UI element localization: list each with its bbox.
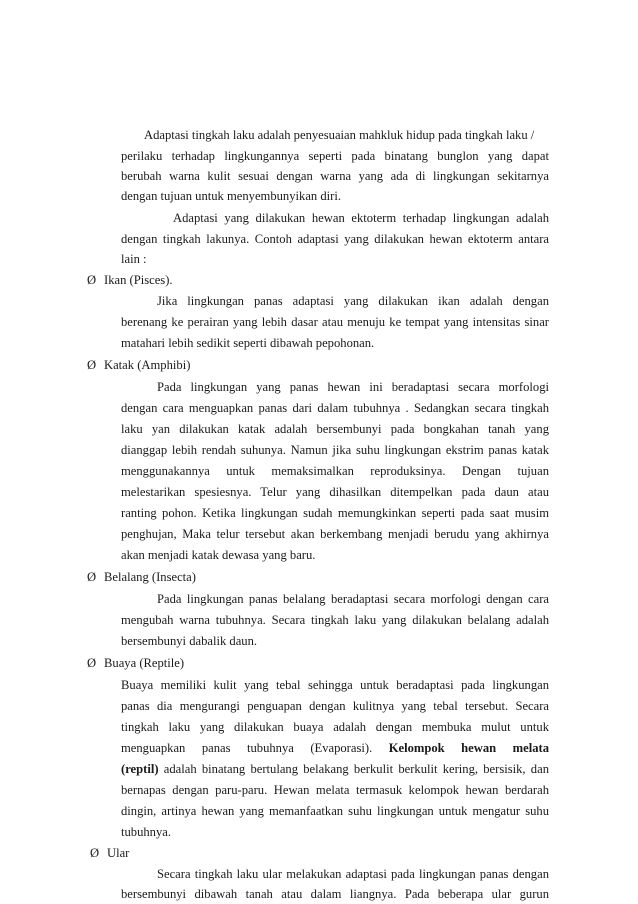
ular-line2: bersembunyi dibawah tanah atau dalam liangnya. Pada beberapa ular gurun — [121, 887, 549, 901]
katak-line9: akan menjadi katak dewasa yang baru. — [121, 548, 316, 562]
ular-title: Ular — [107, 846, 130, 860]
ikan-line1: Jika lingkungan panas adaptasi yang dilakukan ikan adalah dengan — [157, 294, 549, 308]
buaya-line4-text: menguapkan panas tubuhnya (Evaporasi). — [121, 741, 373, 755]
para2-line1: Adaptasi yang dilakukan hewan ektoterm terhadap lingkungan adalah — [173, 211, 549, 225]
bullet-ular — [90, 843, 129, 863]
ikan-title: Ikan (Pisces). — [104, 273, 173, 287]
buaya-line5-text: adalah binatang bertulang belakang berkulit berkulit kering, bersisik, dan — [163, 762, 549, 776]
buaya-line4-bold: Kelompok hewan melata — [388, 741, 549, 755]
belalang-line2: mengubah warna tubuhnya. Secara tingkah laku yang dilakukan belalang adalah — [121, 613, 549, 627]
katak-line6: melestarikan spesiesnya. Telur yang dihasilkan ditempelkan pada daun atau — [121, 485, 549, 499]
buaya-line1: Buaya memiliki kulit yang tebal sehingga untuk beradaptasi pada lingkungan — [121, 678, 549, 692]
para2-line2: dengan tingkah lakunya. Contoh adaptasi yang dilakukan hewan ektoterm antara — [121, 232, 549, 246]
bullet-arrow-icon: Ø — [90, 846, 100, 860]
para1-line4: dengan tujuan untuk menyembunyikan diri. — [121, 189, 341, 203]
para1-line3: berubah warna kulit sesuai dengan warna yang ada di lingkungan sekitarnya — [121, 169, 549, 183]
buaya-line8: tubuhnya. — [121, 825, 172, 839]
ular-line1: Secara tingkah laku ular melakukan adaptasi pada lingkungan panas dengan — [157, 867, 549, 881]
katak-line7: ranting pohon. Ketika lingkungan sudah memungkinkan seperti pada saat musim — [121, 506, 549, 520]
buaya-line5 — [121, 759, 549, 779]
bullet-ikan — [87, 270, 173, 290]
buaya-line2: panas dia mengurangi penguapan dengan kulitnya yang tebal tersebut. Secara — [121, 699, 549, 713]
buaya-line5-bold: (reptil) — [121, 762, 159, 776]
ikan-line2: berenang ke perairan yang lebih dasar atau menuju ke tempat yang intensitas sinar — [121, 315, 549, 329]
para2-line3: lain : — [121, 252, 147, 266]
buaya-line7: dingin, artinya hewan yang memanfaatkan suhu lingkungan untuk mengatur suhu — [121, 804, 549, 818]
buaya-title: Buaya (Reptile) — [104, 656, 185, 670]
belalang-title: Belalang (Insecta) — [104, 570, 196, 584]
katak-line2: dengan cara menguapkan panas dari dalam tubuhnya . Sedangkan secara tingkah — [121, 401, 549, 415]
buaya-line4 — [121, 738, 549, 758]
bullet-arrow-icon: Ø — [87, 570, 97, 584]
bullet-arrow-icon: Ø — [87, 656, 97, 670]
bullet-arrow-icon: Ø — [87, 273, 97, 287]
bullet-buaya — [87, 653, 184, 673]
bullet-arrow-icon: Ø — [87, 358, 97, 372]
katak-line4: dianggap lebih rendah suhunya. Namun jika suhu lingkungan ekstrim panas katak — [121, 443, 549, 457]
katak-line1: Pada lingkungan yang panas hewan ini beradaptasi secara morfologi — [157, 380, 549, 394]
katak-line3: laku yan dilakukan katak adalah bersembunyi pada bongkahan tanah yang — [121, 422, 549, 436]
para1-line2: perilaku terhadap lingkungannya seperti pada binatang bunglon yang dapat — [121, 149, 549, 163]
ikan-line3: matahari lebih sedikit seperti dibawah pepohonan. — [121, 336, 375, 350]
para1-line1: Adaptasi tingkah laku adalah penyesuaian mahkluk hidup pada tingkah laku / — [144, 128, 535, 142]
buaya-line3: tingkah laku yang dilakukan buaya adalah dengan membuka mulut untuk — [121, 720, 549, 734]
belalang-line3: bersembunyi dabalik daun. — [121, 634, 258, 648]
bullet-katak — [87, 355, 190, 375]
belalang-line1: Pada lingkungan panas belalang beradaptasi secara morfologi dengan cara — [157, 592, 549, 606]
bullet-belalang — [87, 567, 196, 587]
buaya-line6: bernapas dengan paru-paru. Hewan melata termasuk kelompok hewan berdarah — [121, 783, 549, 797]
katak-line8: penghujan, Maka telur tersebut akan berkembang menjadi berudu yang akhirnya — [121, 527, 549, 541]
katak-title: Katak (Amphibi) — [104, 358, 191, 372]
katak-line5: menggunakannya untuk memaksimalkan reproduksinya. Dengan tujuan — [121, 464, 549, 478]
